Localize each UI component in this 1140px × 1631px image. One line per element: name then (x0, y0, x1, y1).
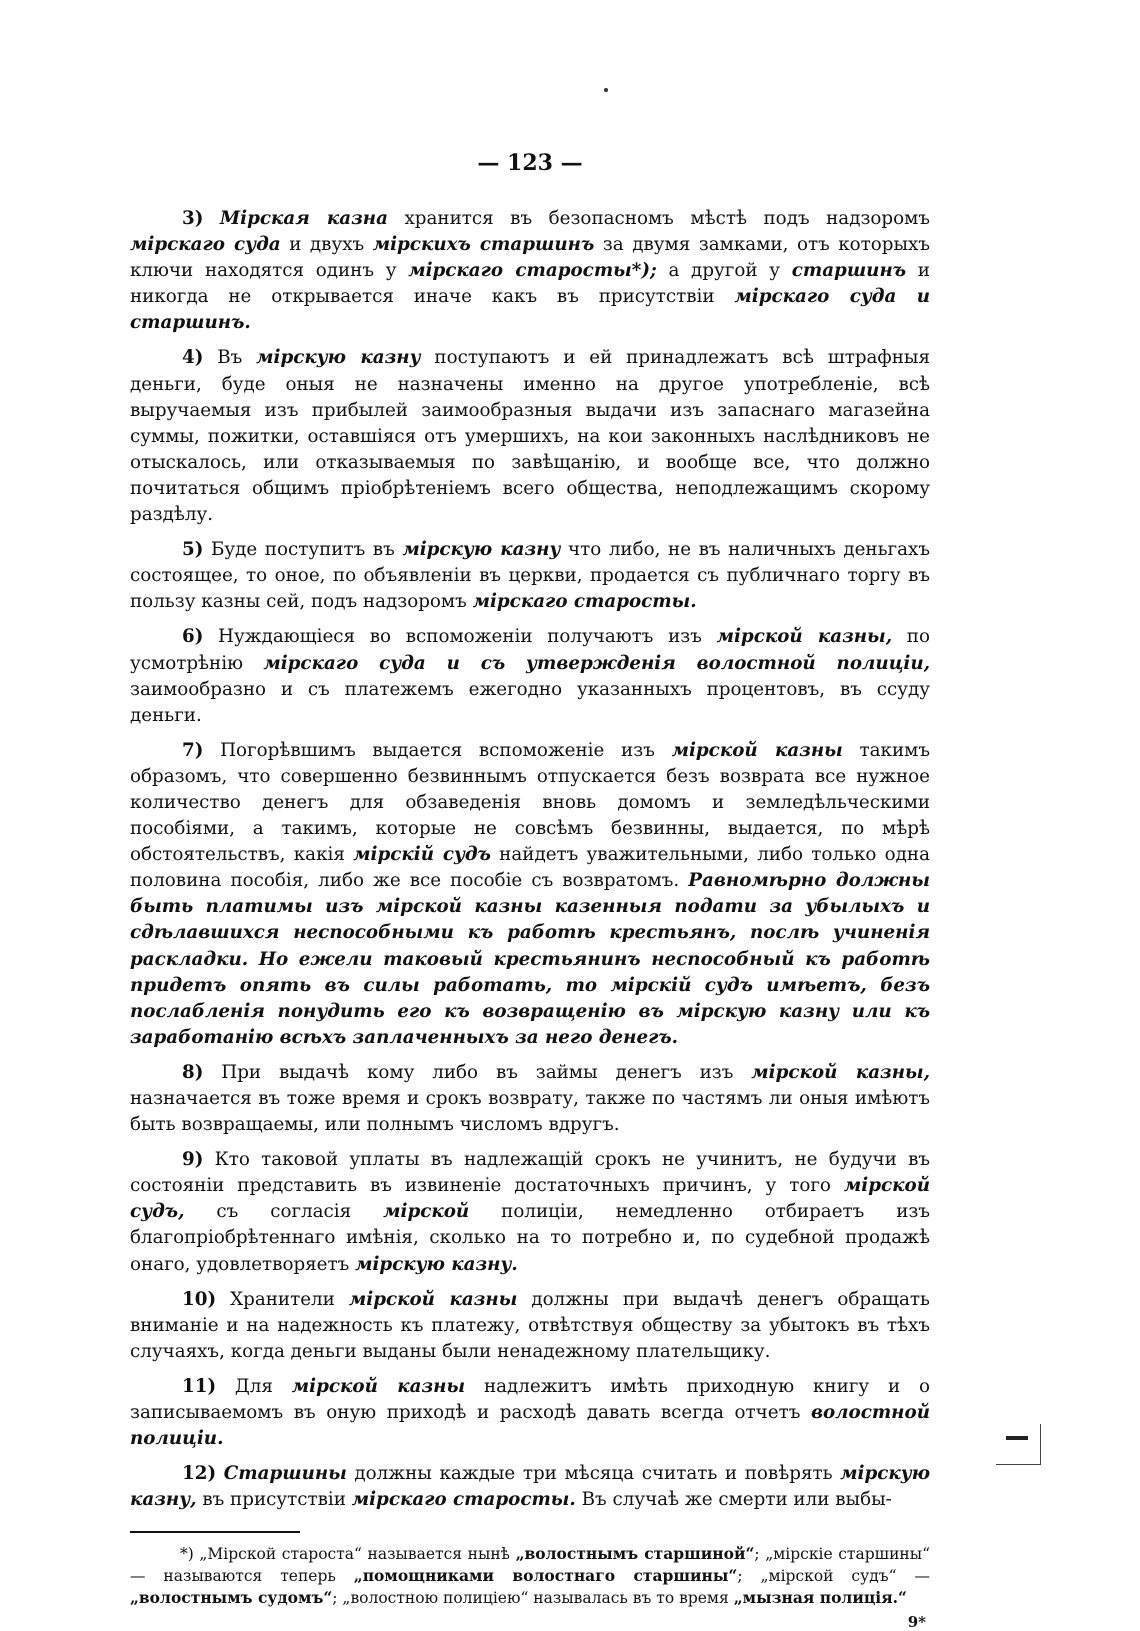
emphasis-text: мірскую казну (402, 539, 561, 561)
body-text-run: а другой у (656, 260, 792, 282)
emphasis-text: мірской (383, 1201, 470, 1223)
article-paragraph (130, 624, 930, 728)
body-text-run: Въ случаѣ же смерти или выбы- (575, 1489, 892, 1511)
body-text-run: Кто таковой уплаты въ надлежащій срокъ не учинитъ, не будучи въ состояніи представить въ извиненіе достаточныхъ причинъ, у того (130, 1149, 930, 1197)
footnote-bold-run: „волостнымъ судомъ“ (130, 1588, 333, 1608)
body-text-run: за двумя замками, отъ которыхъ ключи находятся одинъ у (130, 234, 930, 282)
body-text-run (203, 208, 220, 229)
body-text-run: При выдачѣ кому либо въ займы денегъ изъ (203, 1061, 752, 1083)
article-paragraph (130, 537, 930, 615)
article-paragraph (130, 345, 930, 528)
body-text-run: заимообразно и съ платежемъ ежегодно указанныхъ процентовъ, въ ссуду деньги. (130, 678, 930, 726)
emphasis-text: мірскую казну, (130, 1463, 931, 1511)
emphasis-text: Равномѣрно должны быть платимы изъ мірской казны казенныя подати за убылыхъ и сдѣлавшихся неспособными къ работѣ крестьянъ, послѣ учиненія раскладки. Но ежели таковый крестьянинъ неспособный къ работѣ придетъ опять въ силы работать, то мірскій судъ имѣетъ, безъ послабленія понудить его къ возвращенію въ мірскую казну или къ заработанію всѣхъ заплаченныхъ за него денегъ. (130, 870, 930, 1048)
emphasis-text: мірскаго суда и съ утвержденія волостной полиціи, (263, 652, 930, 674)
body-text-run: и никогда не открывается иначе какъ въ присутствіи (130, 260, 930, 308)
body-text-run: поступаютъ и ей принадлежатъ всѣ штрафныя деньги, буде оныя не назначены именно на другое употребленіе, всѣ выручаемыя изъ прибылей заимообразныя выдачи изъ запаснаго магазейна суммы, пожитки, оставшіяся отъ умершихъ, на кои законныхъ наслѣдниковъ не отыскалось, или отказываемыя по завѣщанію, и вообще все, что должно почитаться общимъ пріобрѣтеніемъ всего общества, неподлежащимъ скорому раздѣлу. (130, 347, 930, 526)
body-text-run: должны при выдачѣ денегъ обращать вниманіе и на надежность къ платежу, отвѣтствуя обществу за убытокъ въ тѣхъ случаяхъ, когда деньги выданы были ненадежному плательщику. (130, 1288, 930, 1362)
emphasis-text: мірскаго старосты. (351, 1489, 576, 1511)
emphasis-text: мірской казны, (716, 626, 893, 648)
footnote-bold-run: „волостнымъ старшиной“ (515, 1544, 755, 1564)
book-page (130, 150, 930, 1631)
emphasis-text: мірской казны (671, 739, 843, 761)
article-paragraph (130, 1374, 930, 1452)
body-text-run: Хранители (216, 1288, 349, 1310)
body-text-run: такимъ образомъ, что совершенно безвиннымъ отпускается безъ возврата все нужное количество денегъ для обзаведенія вновь домомъ и земледѣльческими пособіями, а такимъ, которые не совсѣмъ безвинны, выдается, по мѣрѣ обстоятельствъ, какія (130, 739, 930, 866)
footnote-text-run: ; „мірскіе старшины“ — называются теперь (130, 1545, 930, 1586)
article-paragraph (130, 1060, 930, 1138)
emphasis-text: мірскихъ старшинъ (372, 234, 595, 256)
speck-dot (604, 88, 608, 92)
body-text-run: хранится въ безопасномъ мѣстѣ подъ надзоромъ (387, 208, 930, 229)
emphasis-text: мірскую казну (256, 347, 421, 369)
body-text-run: Въ (203, 347, 257, 369)
article-number: 10) (182, 1288, 217, 1310)
body-text-run: Нуждающіеся во вспоможеніи получаютъ изъ (203, 626, 717, 648)
emphasis-text: мірской казны (291, 1375, 466, 1397)
article-number: 4) (182, 347, 204, 369)
emphasis-text: мірскаго суда и старшинъ. (130, 286, 931, 334)
page-number: — 123 — (477, 150, 583, 176)
article-number: 12) (182, 1463, 217, 1485)
body-text-run: Буде поступитъ въ (203, 539, 403, 561)
article-paragraph (130, 738, 930, 1051)
footnote-bold-run: „мызная полиція.“ (733, 1588, 907, 1608)
article-number: 6) (182, 626, 204, 648)
article-paragraph (130, 1461, 930, 1513)
emphasis-text: мірской казны (348, 1288, 518, 1310)
body-text (130, 206, 930, 1513)
emphasis-text: мірскаго суда (130, 234, 281, 256)
emphasis-text: старшинъ (791, 260, 907, 282)
footnote (130, 1543, 930, 1609)
body-text-run: въ присутствіи (196, 1489, 352, 1511)
body-text-run: съ согласія (184, 1201, 384, 1223)
emphasis-text: мірскаго старосты*); (408, 260, 657, 282)
emphasis-text: мірской казны, (751, 1061, 931, 1083)
article-number: 9) (182, 1149, 204, 1171)
article-number: 3) (182, 208, 204, 229)
footnote-divider (130, 1531, 300, 1533)
article-number: 5) (182, 539, 204, 561)
body-text-run: назначается въ тоже время и срокъ возврату, также по частямъ ли оныя имѣютъ быть возвращаемы, или полнымъ числомъ вдругъ. (130, 1088, 930, 1136)
emphasis-text: Старшины (223, 1463, 347, 1485)
body-text-run: Погорѣвшимъ выдается вспоможеніе изъ (203, 739, 672, 761)
article-number: 8) (182, 1061, 204, 1083)
footnote-text-run: *) „Мірской староста“ называется нынѣ (180, 1545, 516, 1564)
body-text-run (216, 1463, 224, 1484)
body-text-run: что либо, не въ наличныхъ деньгахъ состоящее, то оное, по объявленіи въ церкви, продается съ публичнаго торгу въ пользу казны сей, подъ надзоромъ (130, 539, 930, 613)
emphasis-text: волостной полиціи. (130, 1402, 930, 1450)
article-number: 7) (182, 739, 204, 761)
body-text-run: Для (216, 1375, 292, 1397)
footnote-text-run: ; „мірской судъ“ — (737, 1567, 930, 1586)
body-text-run: полиціи, немедленно отбираетъ изъ благопріобрѣтеннаго имѣнія, сколько на то потребно и, по судебной продажѣ онаго, удовлетворяетъ (130, 1201, 930, 1275)
body-text-run: должны каждые три мѣсяца считать и повѣрять (346, 1463, 841, 1485)
body-text-run: по усмотрѣнію (130, 626, 930, 674)
emphasis-text: мірскую казну. (355, 1253, 518, 1275)
printer-signature: 9* (907, 1613, 926, 1631)
footnote-text-run: ; „волостною полиціею“ называлась въ то время (332, 1589, 734, 1608)
body-text-run: найдетъ уважительными, либо только одна половина пособія, либо же все пособіе съ возвратомъ. (130, 844, 930, 892)
article-paragraph (130, 206, 930, 336)
footnote-bold-run: „помощниками волостнаго старшины“ (353, 1566, 738, 1586)
body-text-run: надлежитъ имѣть приходную книгу и о записываемомъ въ оную приходѣ и расходѣ давать всегда отчетъ (130, 1375, 930, 1424)
emphasis-text: мірской судъ, (130, 1175, 930, 1223)
emphasis-text: мірскій судъ (353, 844, 491, 866)
body-text-run: и двухъ (280, 234, 373, 256)
article-paragraph (130, 1287, 930, 1365)
emphasis-text: мірскаго старосты. (472, 591, 697, 613)
article-paragraph (130, 1147, 930, 1277)
article-number: 11) (182, 1375, 217, 1397)
emphasis-text: Мірская казна (219, 208, 388, 229)
scan-corner-mark (996, 1424, 1041, 1465)
